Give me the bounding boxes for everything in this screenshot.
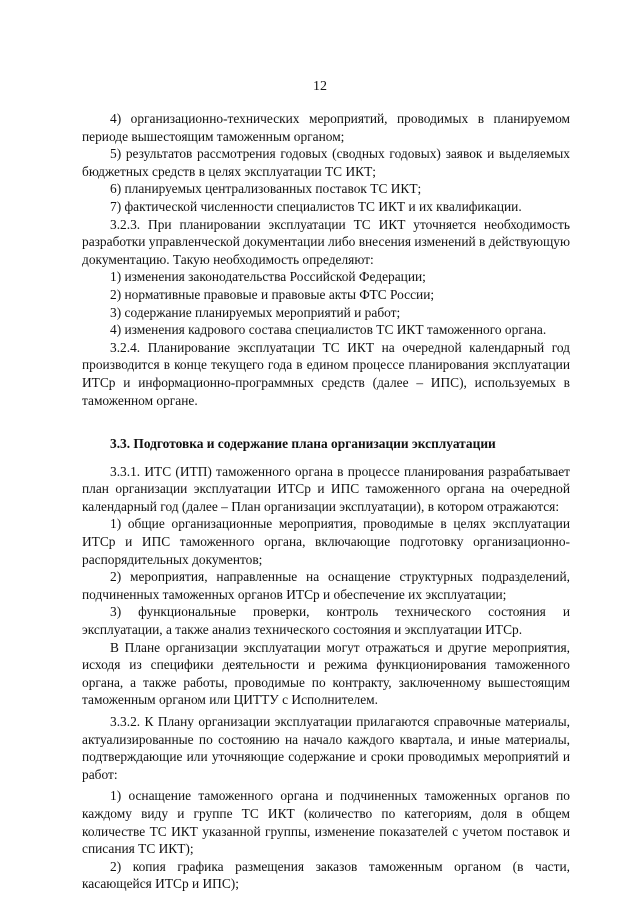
paragraph: 3) функциональные проверки, контроль технического состояния и эксплуатации, а также анализ технического состояния и эксплуатации ИТСр. xyxy=(82,604,570,638)
paragraph: 1) общие организационные мероприятия, проводимые в целях эксплуатации ИТСр и ИПС таможенного органа, включающие подготовку организационно-распорядительных документов; xyxy=(82,516,570,567)
paragraph: 3.2.3. При планировании эксплуатации ТС ИКТ уточняется необходимость разработки управленческой документации либо внесения изменений в действующую документацию. Такую необходимость определяют: xyxy=(82,216,570,267)
paragraph: 5) результатов рассмотрения годовых (сводных годовых) заявок и выделяемых бюджетных средств в целях эксплуатации ТС ИКТ; xyxy=(82,146,570,179)
paragraph: 4) организационно-технических мероприятий, проводимых в планируемом периоде вышестоящим таможенным органом; xyxy=(82,111,570,144)
page-number: 12 xyxy=(313,79,327,94)
paragraph: 7) фактической численности специалистов ТС ИКТ и их квалификации. xyxy=(110,198,522,214)
paragraph: 3) содержание планируемых мероприятий и работ; xyxy=(110,304,401,320)
section-heading: 3.3. Подготовка и содержание плана организации эксплуатации xyxy=(110,436,496,452)
paragraph: 3.3.1. ИТС (ИТП) таможенного органа в процессе планирования разрабатывает план организации эксплуатации ИТСр и ИПС таможенного органа на очередной календарный год (далее – План организации эксплуатации), в котором отражаются: xyxy=(82,463,570,514)
paragraph: 2) мероприятия, направленные на оснащение структурных подразделений, подчиненных таможенных органов ИТСр и обеспечение их эксплуатации; xyxy=(82,569,570,602)
paragraph: 4) изменения кадрового состава специалистов ТС ИКТ таможенного органа. xyxy=(110,322,547,338)
paragraph: 2) нормативные правовые и правовые акты ФТС России; xyxy=(110,286,435,302)
paragraph: 6) планируемых централизованных поставок ТС ИКТ; xyxy=(110,181,422,197)
paragraph: В Плане организации эксплуатации могут отражаться и другие мероприятия, исходя из специфики деятельности и режима функционирования таможенного органа, а также работы, проводимые по контракту, заключенному вышестоящим таможенным органом или ЦИТТУ с Исполнителем. xyxy=(82,639,570,708)
paragraph: 3.2.4. Планирование эксплуатации ТС ИКТ на очередной календарный год производится в конце текущего года в едином процессе планирования эксплуатации ИТСр и информационно-программных средств (далее – ИПС), используемых в таможенном органе. xyxy=(82,339,570,408)
paragraph: 2) копия графика размещения заказов таможенным органом (в части, касающейся ИТСр и ИПС); xyxy=(82,858,570,892)
paragraph: 1) изменения законодательства Российской Федерации; xyxy=(110,269,426,285)
paragraph: 3.3.2. К Плану организации эксплуатации прилагаются справочные материалы, актуализированные по состоянию на начало каждого квартала, и иные материалы, подтверждающие или уточняющие содержание и сроки проводимых мероприятий и работ: xyxy=(82,714,570,782)
paragraph: 1) оснащение таможенного органа и подчиненных таможенных органов по каждому виду и группе ТС ИКТ (количество по категориям, доля в общем количестве ТС ИКТ указанной группы, изменение показателей с учетом поставок и списания ТС ИКТ); xyxy=(82,788,570,857)
document-body xyxy=(82,110,570,893)
